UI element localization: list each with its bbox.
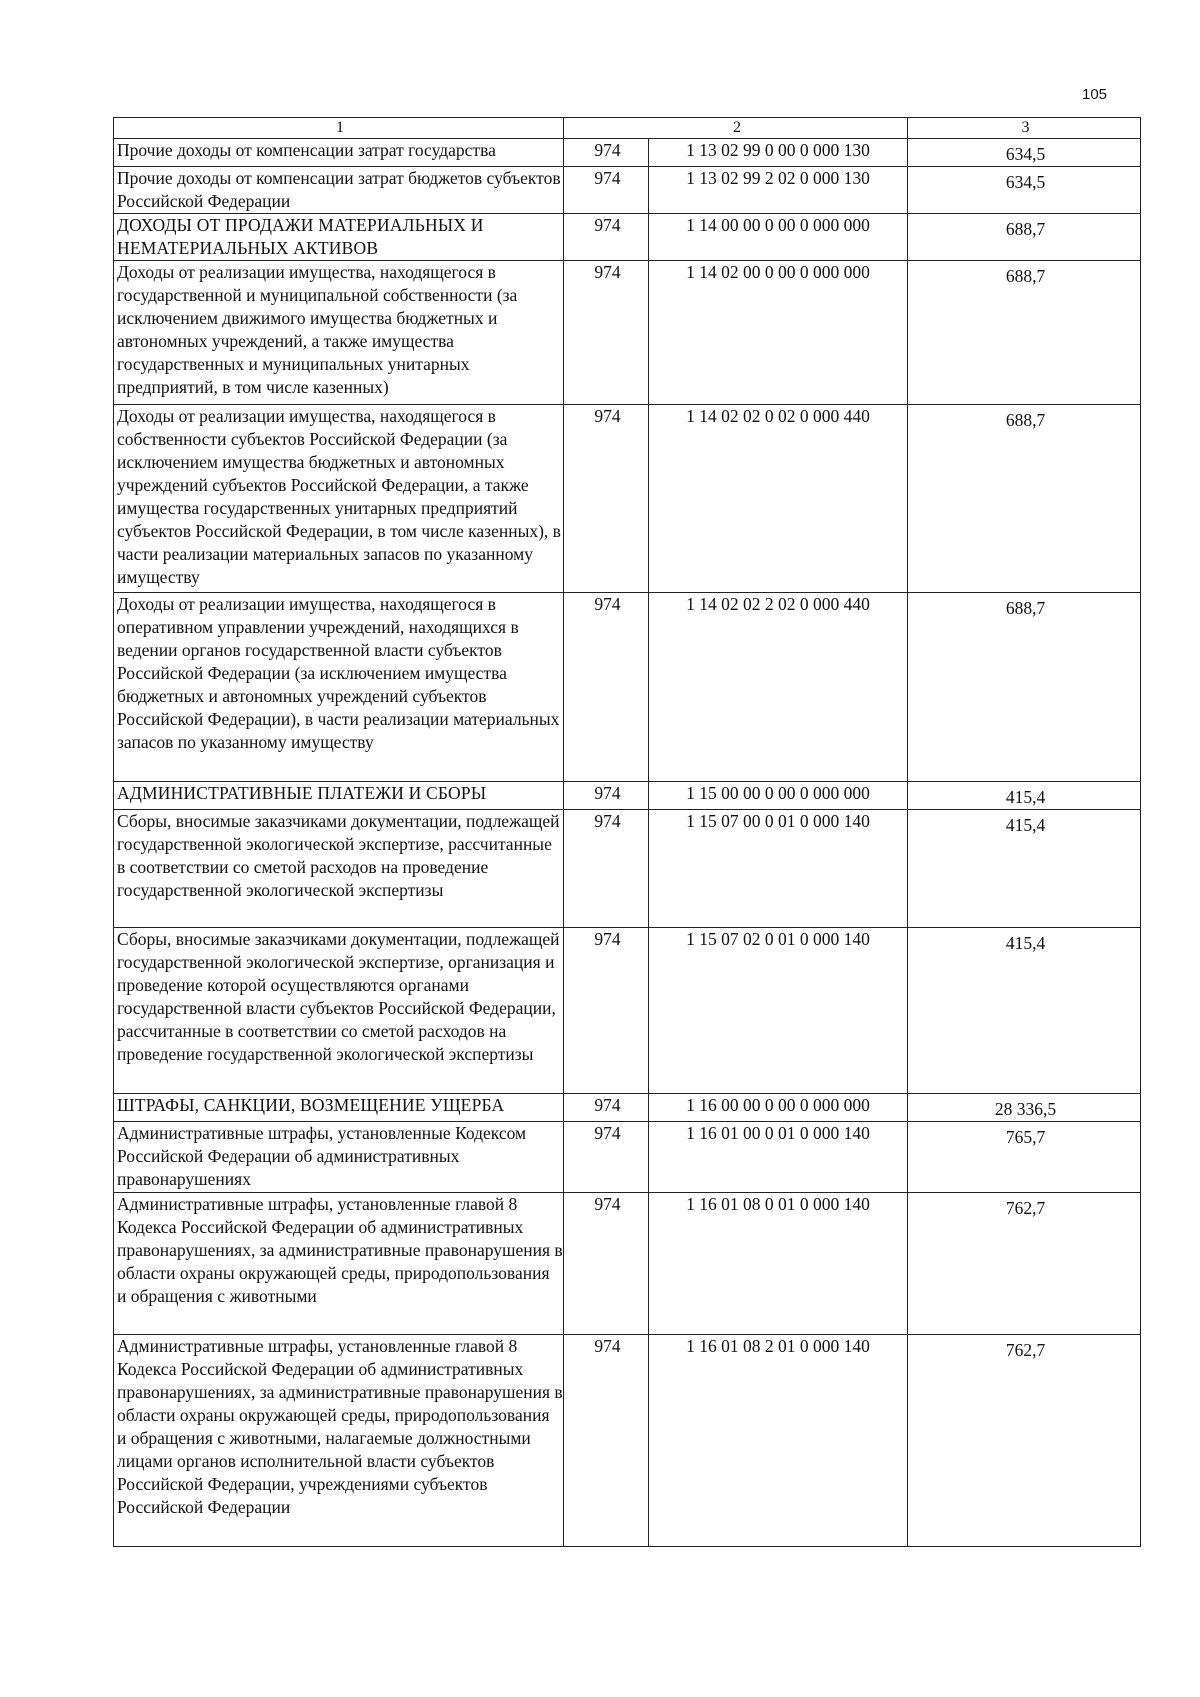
row-admin-code: 974 [564,1335,649,1547]
row-value: 688,7 [908,261,1141,405]
table-row [114,405,1141,593]
row-name: Доходы от реализации имущества, находящегося в оперативном управлении учреждений, находящихся в ведении органов государственной власти субъектов Российской Федерации (за исключением имущества бюджетных и автономных учреждений субъектов Российской Федерации), в части реализации материальных запасов по указанному имуществу [114,593,564,782]
row-budget-code: 1 14 00 00 0 00 0 000 000 [649,214,908,261]
table-row [114,1094,1141,1122]
row-name: Прочие доходы от компенсации затрат государства [114,139,564,167]
table-row [114,593,1141,782]
row-value: 634,5 [908,167,1141,214]
table-row [114,1122,1141,1193]
table-row [114,261,1141,405]
row-value: 415,4 [908,782,1141,810]
row-value: 415,4 [908,928,1141,1094]
table-row [114,1335,1141,1547]
row-budget-code: 1 13 02 99 2 02 0 000 130 [649,167,908,214]
row-value: 688,7 [908,405,1141,593]
table-row [114,928,1141,1094]
row-admin-code: 974 [564,139,649,167]
row-value: 688,7 [908,593,1141,782]
row-value: 762,7 [908,1335,1141,1547]
row-budget-code: 1 16 01 08 0 01 0 000 140 [649,1193,908,1335]
row-name: ДОХОДЫ ОТ ПРОДАЖИ МАТЕРИАЛЬНЫХ И НЕМАТЕРИАЛЬНЫХ АКТИВОВ [114,214,564,261]
row-value: 634,5 [908,139,1141,167]
row-budget-code: 1 15 07 00 0 01 0 000 140 [649,810,908,928]
row-budget-code: 1 14 02 02 0 02 0 000 440 [649,405,908,593]
row-name: Доходы от реализации имущества, находящегося в государственной и муниципальной собственности (за исключением движимого имущества бюджетных и автономных учреждений, а также имущества государственных и муниципальных унитарных предприятий, в том числе казенных) [114,261,564,405]
row-name: ШТРАФЫ, САНКЦИИ, ВОЗМЕЩЕНИЕ УЩЕРБА [114,1094,564,1122]
row-budget-code: 1 16 01 00 0 01 0 000 140 [649,1122,908,1193]
row-admin-code: 974 [564,214,649,261]
table-row [114,782,1141,810]
row-admin-code: 974 [564,810,649,928]
row-name: Административные штрафы, установленные Кодексом Российской Федерации об административных правонарушениях [114,1122,564,1193]
row-value: 415,4 [908,810,1141,928]
table-row [114,1193,1141,1335]
header-col-2: 2 [564,118,908,139]
row-name: АДМИНИСТРАТИВНЫЕ ПЛАТЕЖИ И СБОРЫ [114,782,564,810]
row-value: 762,7 [908,1193,1141,1335]
row-value: 688,7 [908,214,1141,261]
row-name: Доходы от реализации имущества, находящегося в собственности субъектов Российской Федерации (за исключением имущества бюджетных и автономных учреждений субъектов Российской Федерации, а также имущества государственных унитарных предприятий субъектов Российской Федерации, в том числе казенных), в части реализации материальных запасов по указанному имуществу [114,405,564,593]
row-budget-code: 1 15 07 02 0 01 0 000 140 [649,928,908,1094]
row-name: Сборы, вносимые заказчиками документации, подлежащей государственной экологической экспертизе, организация и проведение которой осуществляются органами государственной власти субъектов Российской Федерации, рассчитанные в соответствии со сметой расходов на проведение государственной экологической экспертизы [114,928,564,1094]
row-admin-code: 974 [564,928,649,1094]
row-budget-code: 1 16 01 08 2 01 0 000 140 [649,1335,908,1547]
table-row [114,214,1141,261]
table-row [114,167,1141,214]
row-value: 28 336,5 [908,1094,1141,1122]
revenue-table [113,117,1141,1547]
row-name: Административные штрафы, установленные главой 8 Кодекса Российской Федерации об административных правонарушениях, за административные правонарушения в области охраны окружающей среды, природопользования и обращения с животными [114,1193,564,1335]
row-admin-code: 974 [564,261,649,405]
row-budget-code: 1 14 02 00 0 00 0 000 000 [649,261,908,405]
row-name: Административные штрафы, установленные главой 8 Кодекса Российской Федерации об административных правонарушениях, за административные правонарушения в области охраны окружающей среды, природопользования и обращения с животными, налагаемые должностными лицами органов исполнительной власти субъектов Российской Федерации, учреждениями субъектов Российской Федерации [114,1335,564,1547]
row-admin-code: 974 [564,593,649,782]
row-budget-code: 1 15 00 00 0 00 0 000 000 [649,782,908,810]
revenue-table-container [113,117,1140,1551]
table-row [114,139,1141,167]
row-admin-code: 974 [564,782,649,810]
row-admin-code: 974 [564,1094,649,1122]
table-row [114,810,1141,928]
row-name: Прочие доходы от компенсации затрат бюджетов субъектов Российской Федерации [114,167,564,214]
header-row [114,118,1141,139]
header-col-3: 3 [908,118,1141,139]
row-budget-code: 1 14 02 02 2 02 0 000 440 [649,593,908,782]
row-admin-code: 974 [564,167,649,214]
row-admin-code: 974 [564,1193,649,1335]
row-budget-code: 1 16 00 00 0 00 0 000 000 [649,1094,908,1122]
page-number: 105 [1082,86,1108,103]
row-value: 765,7 [908,1122,1141,1193]
row-name: Сборы, вносимые заказчиками документации, подлежащей государственной экологической экспертизе, рассчитанные в соответствии со сметой расходов на проведение государственной экологической экспертизы [114,810,564,928]
row-budget-code: 1 13 02 99 0 00 0 000 130 [649,139,908,167]
row-admin-code: 974 [564,405,649,593]
row-admin-code: 974 [564,1122,649,1193]
header-col-1: 1 [114,118,564,139]
